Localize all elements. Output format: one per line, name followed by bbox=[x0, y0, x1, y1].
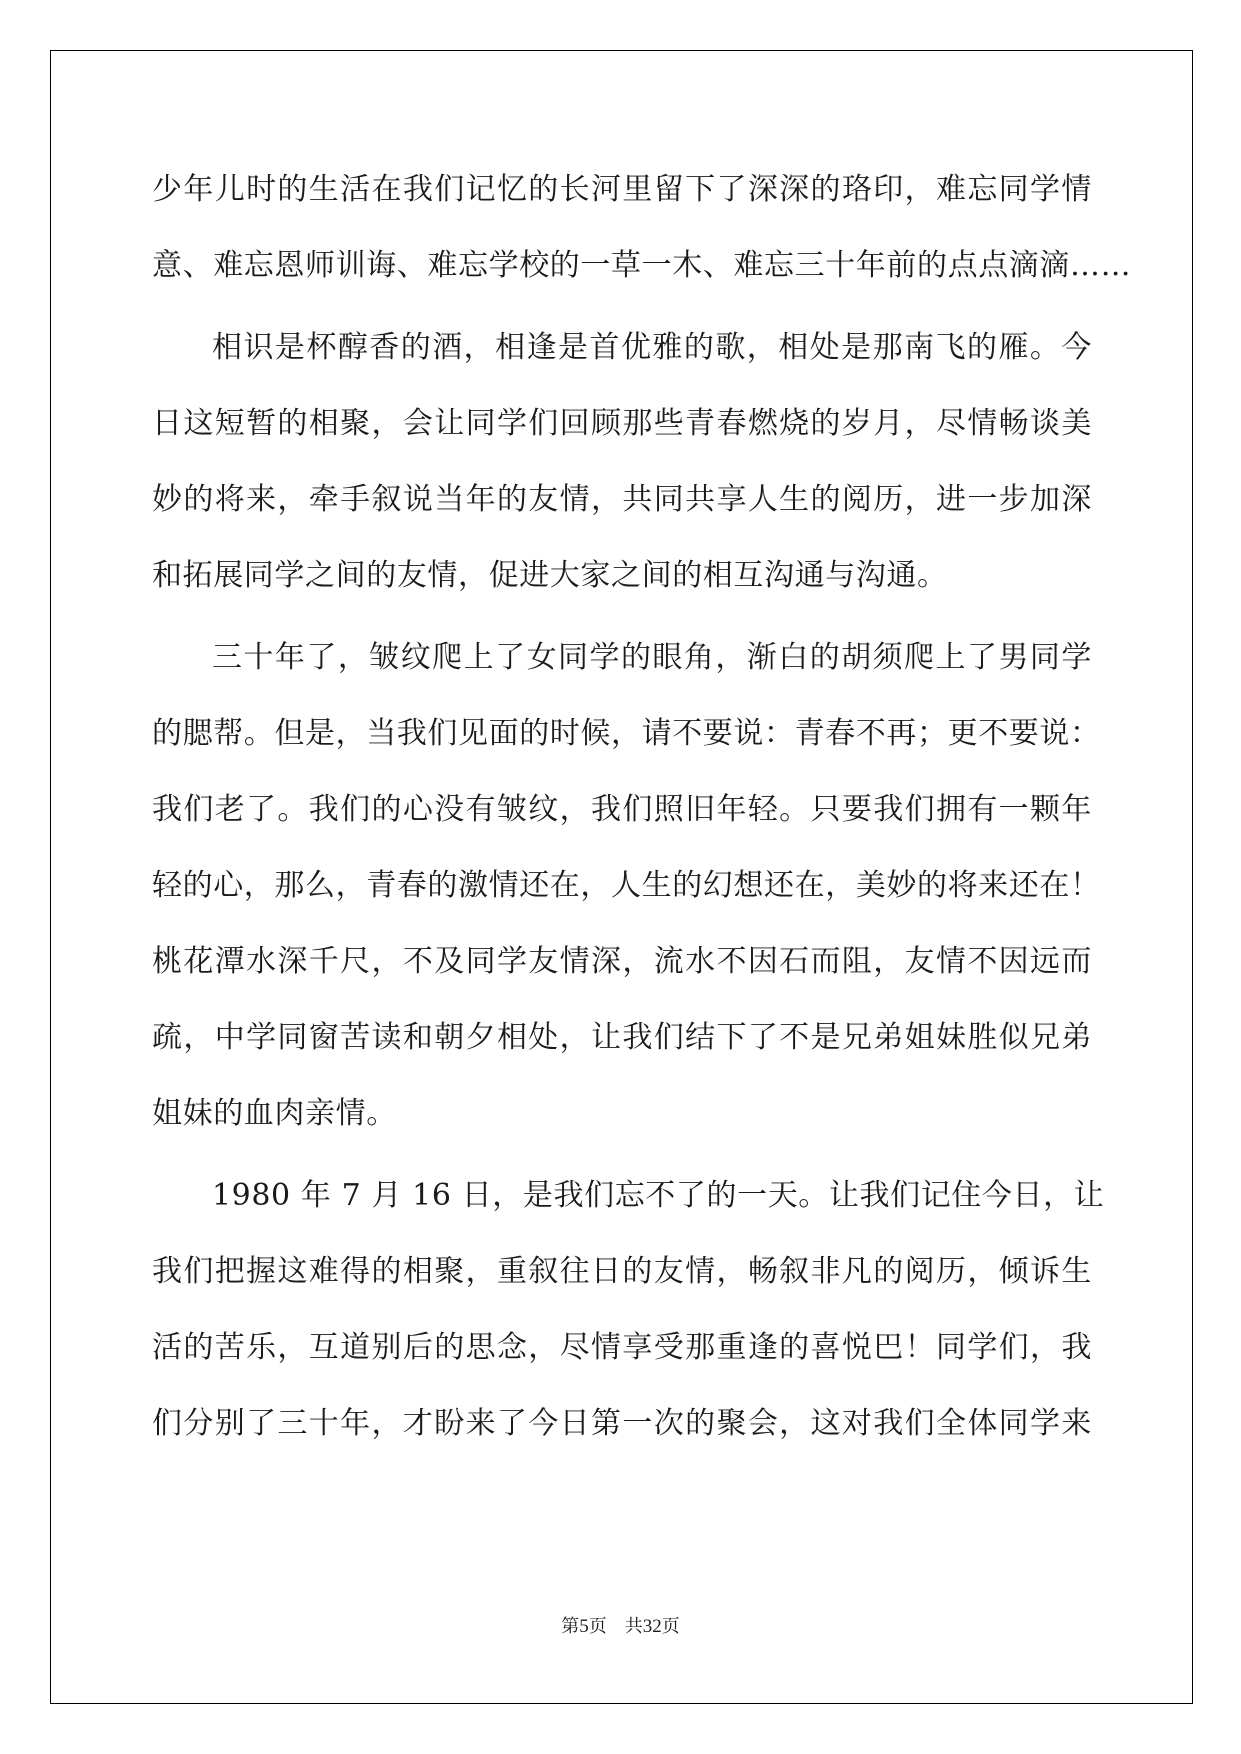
text-line: 相识是杯醇香的酒，相逢是首优雅的歌，相处是那南飞的雁。今 bbox=[212, 330, 1092, 365]
text-line: 的腮帮。但是，当我们见面的时候，请不要说：青春不再；更不要说： bbox=[152, 716, 1101, 751]
text-line: 活的苦乐，互道别后的思念，尽情享受那重逢的喜悦巴！同学们，我 bbox=[152, 1330, 1092, 1365]
total-prefix: 共 bbox=[624, 1616, 643, 1637]
text-line: 三十年了，皱纹爬上了女同学的眼角，渐白的胡须爬上了男同学 bbox=[212, 640, 1092, 675]
page-number: 5 bbox=[579, 1616, 589, 1637]
text-line: 疏，中学同窗苦读和朝夕相处，让我们结下了不是兄弟姐妹胜似兄弟 bbox=[152, 1020, 1092, 1055]
text-line: 和拓展同学之间的友情，促进大家之间的相互沟通与沟通。 bbox=[152, 558, 948, 593]
page-prefix: 第 bbox=[561, 1616, 580, 1637]
text-line: 日这短暂的相聚，会让同学们回顾那些青春燃烧的岁月，尽情畅谈美 bbox=[152, 406, 1092, 441]
page-footer bbox=[0, 1615, 1241, 1639]
text-line: 我们把握这难得的相聚，重叙往日的友情，畅叙非凡的阅历，倾诉生 bbox=[152, 1254, 1092, 1289]
total-pages: 32 bbox=[642, 1616, 662, 1637]
text-line: 1980 年 7 月 16 日，是我们忘不了的一天。让我们记住今日，让 bbox=[212, 1178, 1105, 1213]
text-line: 少年儿时的生活在我们记忆的长河里留下了深深的珞印，难忘同学情 bbox=[152, 172, 1092, 207]
text-line: 意、难忘恩师训诲、难忘学校的一草一木、难忘三十年前的点点滴滴…… bbox=[152, 248, 1132, 283]
text-line: 桃花潭水深千尺，不及同学友情深，流水不因石而阻，友情不因远而 bbox=[152, 944, 1092, 979]
document-body bbox=[152, 160, 1132, 1470]
text-line: 们分别了三十年，才盼来了今日第一次的聚会，这对我们全体同学来 bbox=[152, 1406, 1092, 1441]
total-suffix: 页 bbox=[661, 1616, 680, 1637]
text-line: 姐妹的血肉亲情。 bbox=[152, 1096, 397, 1131]
text-line: 我们老了。我们的心没有皱纹，我们照旧年轻。只要我们拥有一颗年 bbox=[152, 792, 1092, 827]
text-line: 妙的将来，牵手叙说当年的友情，共同共享人生的阅历，进一步加深 bbox=[152, 482, 1092, 517]
text-line: 轻的心，那么，青春的激情还在，人生的幻想还在，美妙的将来还在！ bbox=[152, 868, 1101, 903]
page-suffix: 页 bbox=[588, 1616, 607, 1637]
